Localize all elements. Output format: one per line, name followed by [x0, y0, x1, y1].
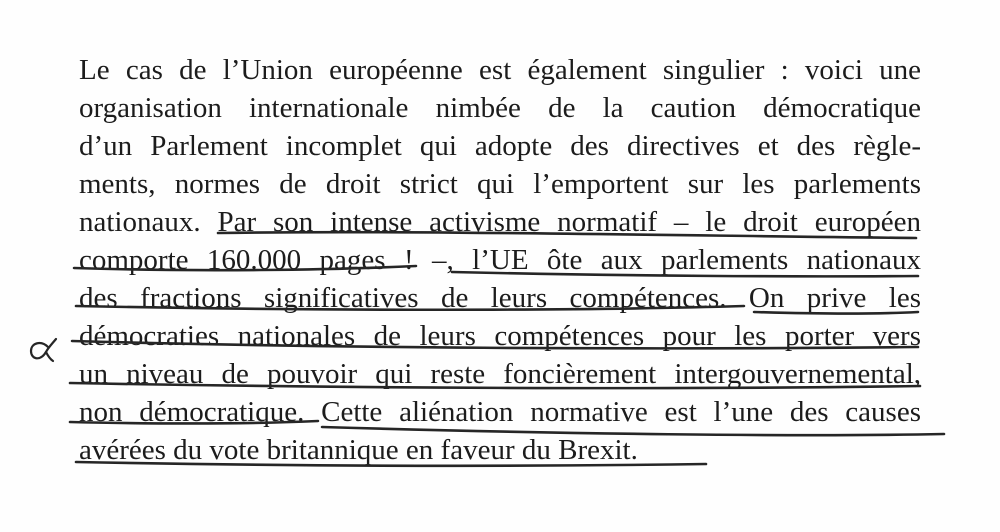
text-line-9: un niveau de pouvoir qui reste foncièrement intergouvernemental, — [79, 358, 921, 390]
text-line-7: des fractions significatives de leurs compétences. On prive les — [79, 282, 921, 314]
text-line-4: ments, normes de droit strict qui l’emportent sur les parlements — [79, 168, 921, 200]
text-line-5: nationaux. Par son intense activisme normatif – le droit européen — [79, 206, 921, 238]
text-line-11: avérées du vote britannique en faveur du Brexit. — [79, 434, 638, 466]
text-line-10: non démocratique. Cette aliénation normative est l’une des causes — [79, 396, 921, 428]
text-line-2: organisation internationale nimbée de la caution démocratique — [79, 92, 921, 124]
alpha-margin-mark — [31, 339, 56, 361]
text-line-3: d’un Parlement incomplet qui adopte des directives et des règle- — [79, 130, 921, 162]
text-line-8: démocraties nationales de leurs compétences pour les porter vers — [79, 320, 921, 352]
text-line-6: comporte 160.000 pages ! –, l’UE ôte aux parlements nationaux — [79, 244, 921, 276]
text-line-1: Le cas de l’Union européenne est également singulier : voici une — [79, 54, 921, 86]
